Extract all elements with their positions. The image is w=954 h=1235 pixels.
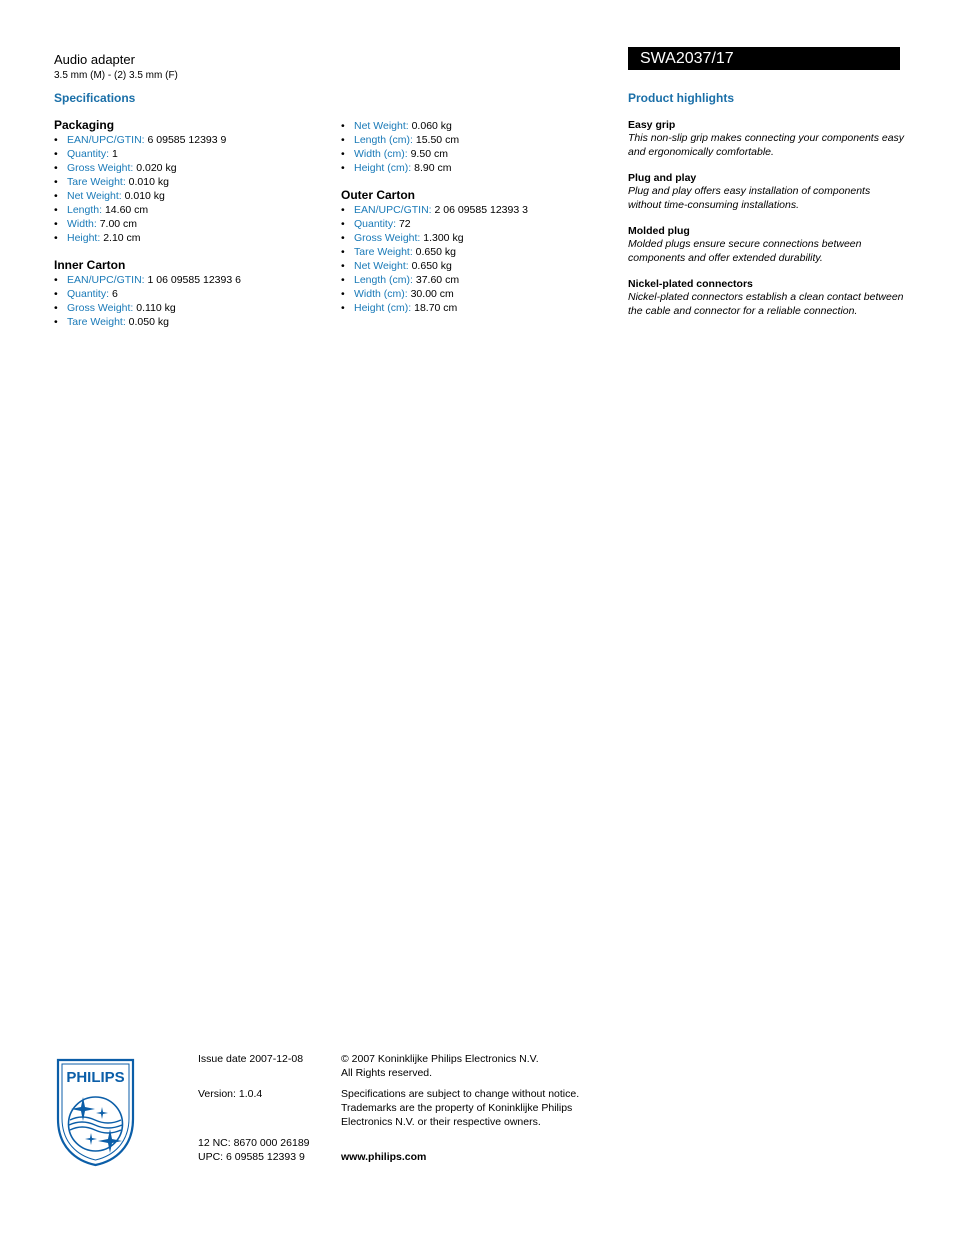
- list-item: • Net Weight: 0.650 kg: [341, 260, 452, 272]
- highlights-list: [628, 119, 908, 331]
- list-item: • Gross Weight: 0.110 kg: [54, 302, 176, 314]
- highlight-text: without time-consuming installations.: [628, 199, 799, 211]
- list-item: • Tare Weight: 0.050 kg: [54, 316, 169, 328]
- highlight-text: Nickel-plated connectors establish a clean contact between: [628, 291, 904, 303]
- list-item: • Tare Weight: 0.650 kg: [341, 246, 456, 258]
- list-item: • Length (cm): 15.50 cm: [341, 134, 460, 146]
- list-item: • EAN/UPC/GTIN: 1 06 09585 12393 6: [54, 274, 241, 286]
- list-item: • EAN/UPC/GTIN: 6 09585 12393 9: [54, 134, 227, 146]
- packaging-section: [54, 118, 226, 245]
- list-item: • Length (cm): 37.60 cm: [341, 274, 460, 286]
- upc-number: UPC: 6 09585 12393 9: [198, 1151, 305, 1163]
- version: Version: 1.0.4: [198, 1088, 263, 1100]
- outer-carton-list: [341, 203, 528, 315]
- list-item: • Gross Weight: 0.020 kg: [54, 162, 177, 174]
- highlight-title: Nickel-plated connectors: [628, 278, 753, 290]
- highlight-text: This non-slip grip makes connecting your components easy: [628, 132, 905, 144]
- highlight-plug-and-play: [628, 172, 908, 212]
- copyright-line-1: © 2007 Koninklijke Philips Electronics N.V.: [341, 1053, 539, 1065]
- model-number-bar: SWA2037/17: [628, 47, 900, 70]
- outer-carton-title: Outer Carton: [341, 188, 416, 202]
- highlight-title: Plug and play: [628, 172, 697, 184]
- highlight-molded-plug: [628, 225, 908, 265]
- highlight-text: Plug and play offers easy installation of components: [628, 185, 871, 197]
- list-item: • Height: 2.10 cm: [54, 232, 141, 244]
- inner-carton-list-part2: [341, 119, 459, 175]
- inner-carton-list-part1: [54, 273, 241, 329]
- list-item: • Gross Weight: 1.300 kg: [341, 232, 464, 244]
- highlight-text: and ergonomically comfortable.: [628, 146, 774, 158]
- packaging-list: [54, 133, 226, 245]
- philips-logo: [55, 1057, 136, 1167]
- highlight-title: Molded plug: [628, 225, 690, 237]
- website-link[interactable]: www.philips.com: [341, 1151, 427, 1163]
- highlight-title: Easy grip: [628, 119, 676, 131]
- inner-carton-continued: [341, 119, 459, 175]
- issue-date: Issue date 2007-12-08: [198, 1053, 304, 1065]
- specifications-heading: Specifications: [54, 91, 136, 105]
- list-item: • Width: 7.00 cm: [54, 218, 138, 230]
- philips-logo-text: PHILIPS: [66, 1069, 125, 1086]
- highlights-heading: Product highlights: [628, 91, 734, 105]
- list-item: • Height (cm): 18.70 cm: [341, 302, 458, 314]
- list-item: • Quantity: 72: [341, 218, 411, 230]
- list-item: • Net Weight: 0.060 kg: [341, 120, 452, 132]
- list-item: • Length: 14.60 cm: [54, 204, 149, 216]
- list-item: • EAN/UPC/GTIN: 2 06 09585 12393 3: [341, 204, 528, 216]
- highlight-nickel-plated: [628, 278, 908, 318]
- list-item: • Height (cm): 8.90 cm: [341, 162, 452, 174]
- inner-carton-title: Inner Carton: [54, 258, 126, 272]
- philips-shield-icon: [55, 1057, 136, 1167]
- copyright-line-2: All Rights reserved.: [341, 1067, 433, 1079]
- notice-line-3: Electronics N.V. or their respective owners.: [341, 1116, 541, 1128]
- product-title: Audio adapter: [54, 52, 135, 67]
- outer-carton-section: [341, 188, 528, 315]
- highlight-text: the cable and connector for a reliable connection.: [628, 305, 858, 317]
- highlight-text: components and offer extended durability.: [628, 252, 823, 264]
- highlight-text: Molded plugs ensure secure connections between: [628, 238, 862, 250]
- list-item: • Quantity: 1: [54, 148, 118, 160]
- list-item: • Net Weight: 0.010 kg: [54, 190, 165, 202]
- inner-carton-section: [54, 258, 241, 329]
- list-item: • Tare Weight: 0.010 kg: [54, 176, 169, 188]
- nc-number: 12 NC: 8670 000 26189: [198, 1137, 310, 1149]
- list-item: • Width (cm): 30.00 cm: [341, 288, 454, 300]
- notice-line-1: Specifications are subject to change without notice.: [341, 1088, 580, 1100]
- packaging-title: Packaging: [54, 118, 115, 132]
- notice-line-2: Trademarks are the property of Koninklijke Philips: [341, 1102, 573, 1114]
- list-item: • Quantity: 6: [54, 288, 118, 300]
- highlight-easy-grip: [628, 119, 908, 159]
- product-subtitle: 3.5 mm (M) - (2) 3.5 mm (F): [54, 70, 178, 81]
- list-item: • Width (cm): 9.50 cm: [341, 148, 448, 160]
